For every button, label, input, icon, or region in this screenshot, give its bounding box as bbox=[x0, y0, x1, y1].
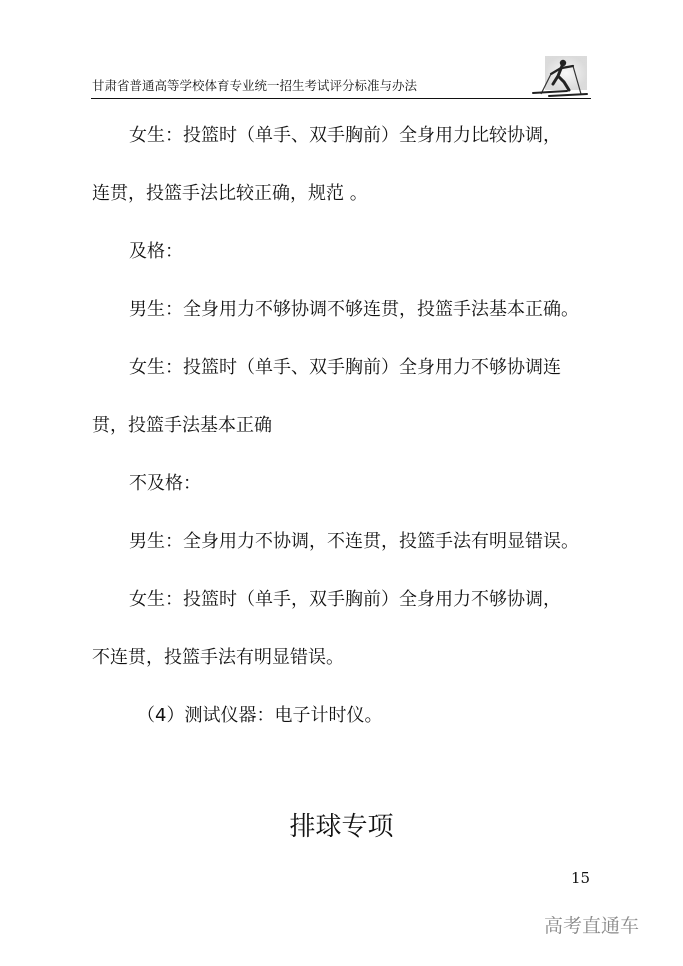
paragraph-female-fail-1: 女生：投篮时（单手，双手胸前）全身用力不够协调， bbox=[129, 589, 561, 610]
watermark: 高考直通车 bbox=[544, 915, 640, 937]
heading-fail: 不及格： bbox=[129, 473, 201, 494]
heading-pass: 及格： bbox=[129, 241, 183, 262]
paragraph-female-fail-2: 不连贯，投篮手法有明显错误。 bbox=[92, 647, 344, 668]
paragraph-male-fail: 男生：全身用力不协调，不连贯，投篮手法有明显错误。 bbox=[129, 531, 579, 552]
page-number: 15 bbox=[571, 869, 591, 887]
section-title: 排球专项 bbox=[289, 812, 394, 842]
running-header: 甘肃省普通高等学校体育专业统一招生考试评分标准与办法 bbox=[92, 78, 418, 93]
paragraph-female-good-2: 连贯，投篮手法比较正确，规范 。 bbox=[92, 183, 368, 204]
header-divider bbox=[91, 98, 591, 99]
paragraph-female-pass-1: 女生：投篮时（单手、双手胸前）全身用力不够协调连 bbox=[129, 357, 561, 378]
paragraph-male-pass: 男生：全身用力不够协调不够连贯，投篮手法基本正确。 bbox=[129, 299, 579, 320]
paragraph-female-good-1: 女生：投篮时（单手、双手胸前）全身用力比较协调， bbox=[129, 125, 561, 146]
skier-logo-icon bbox=[527, 54, 589, 98]
paragraph-test-instrument: （4）测试仪器：电子计时仪。 bbox=[137, 705, 383, 726]
paragraph-female-pass-2: 贯，投篮手法基本正确 bbox=[92, 415, 272, 436]
